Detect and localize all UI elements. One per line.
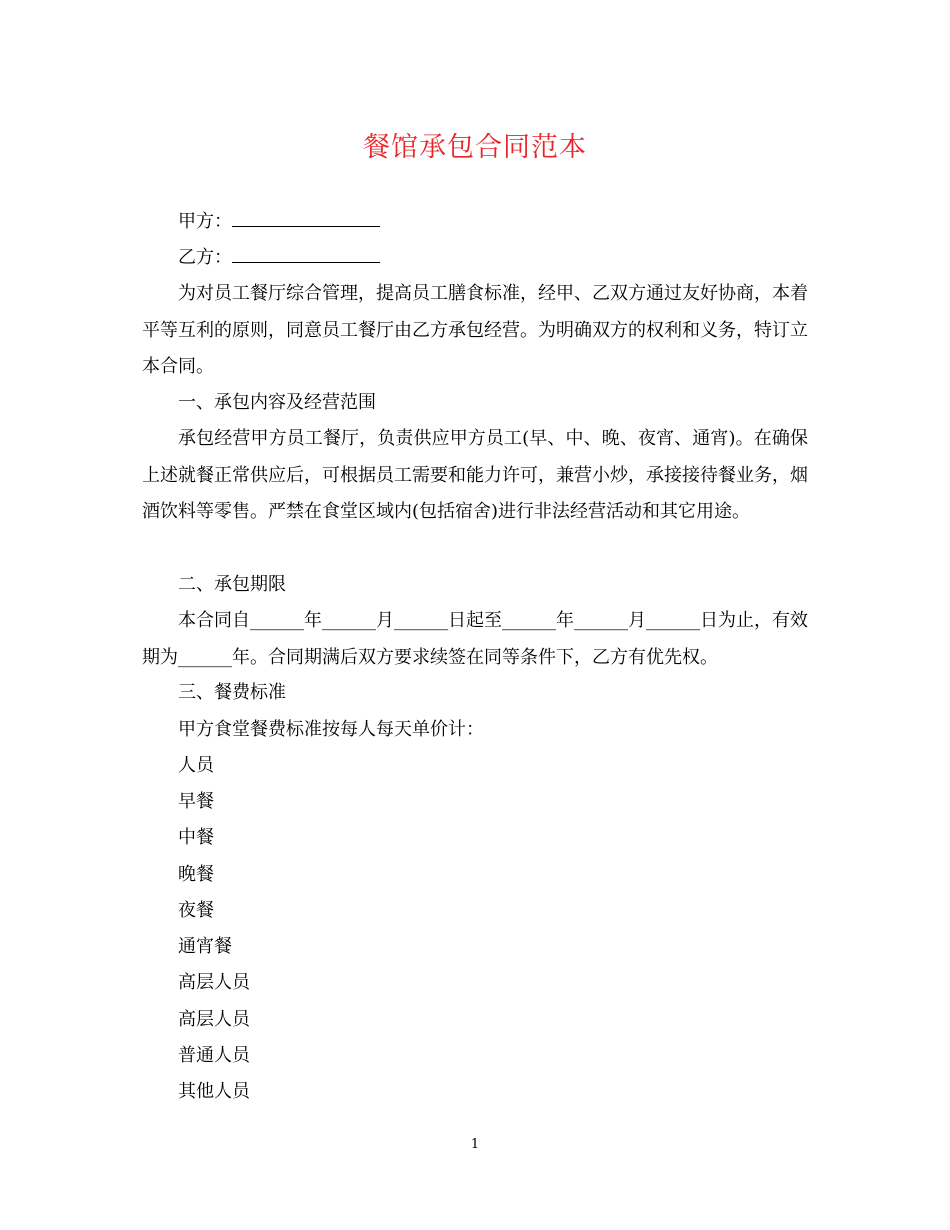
list-item: 晚餐	[178, 864, 214, 885]
list-item: 通宵餐	[178, 936, 232, 957]
list-item: 普通人员	[178, 1045, 250, 1066]
list-item: 夜餐	[178, 900, 214, 921]
party-b-blank	[232, 244, 380, 263]
party-b-label: 乙方：	[178, 247, 232, 268]
document-title: 餐馆承包合同范本	[363, 132, 587, 163]
section2-heading: 二、承包期限	[178, 574, 286, 595]
section3-heading: 三、餐费标准	[178, 682, 286, 703]
intro-paragraph: 为对员工餐厅综合管理，提高员工膳食标准，经甲、乙双方通过友好协商，本着平等互利的原则，同意员工餐厅由乙方承包经营。为明确双方的权利和义务，特订立本合同。	[142, 283, 808, 377]
list-item: 人员	[178, 755, 214, 776]
section3-intro: 甲方食堂餐费标准按每人每天单价计：	[178, 719, 484, 740]
list-item: 高层人员	[178, 1009, 250, 1030]
section1-heading: 一、承包内容及经营范围	[178, 392, 376, 413]
section1-body: 承包经营甲方员工餐厅，负责供应甲方员工(早、中、晚、夜宵、通宵)。在确保上述就餐正常供应后，可根据员工需要和能力许可，兼营小炒，承接接待餐业务，烟酒饮料等零售。严禁在食堂区域内(包括宿舍)进行非法经营活动和其它用途。	[142, 428, 808, 522]
party-a-blank	[232, 208, 380, 227]
party-a-line	[178, 204, 808, 240]
party-a-label: 甲方：	[178, 211, 232, 232]
section2-body: 本合同自______年______月______日起至______年______月______日为止，有效期为______年。合同期满后双方要求续签在同等条件下，乙方有优先权。	[142, 610, 808, 668]
list-item: 高层人员	[178, 972, 250, 993]
list-item: 中餐	[178, 827, 214, 848]
page-number: 1	[470, 1137, 480, 1152]
list-item: 早餐	[178, 791, 214, 812]
list-item: 其他人员	[178, 1081, 250, 1102]
party-b-line	[178, 240, 808, 276]
